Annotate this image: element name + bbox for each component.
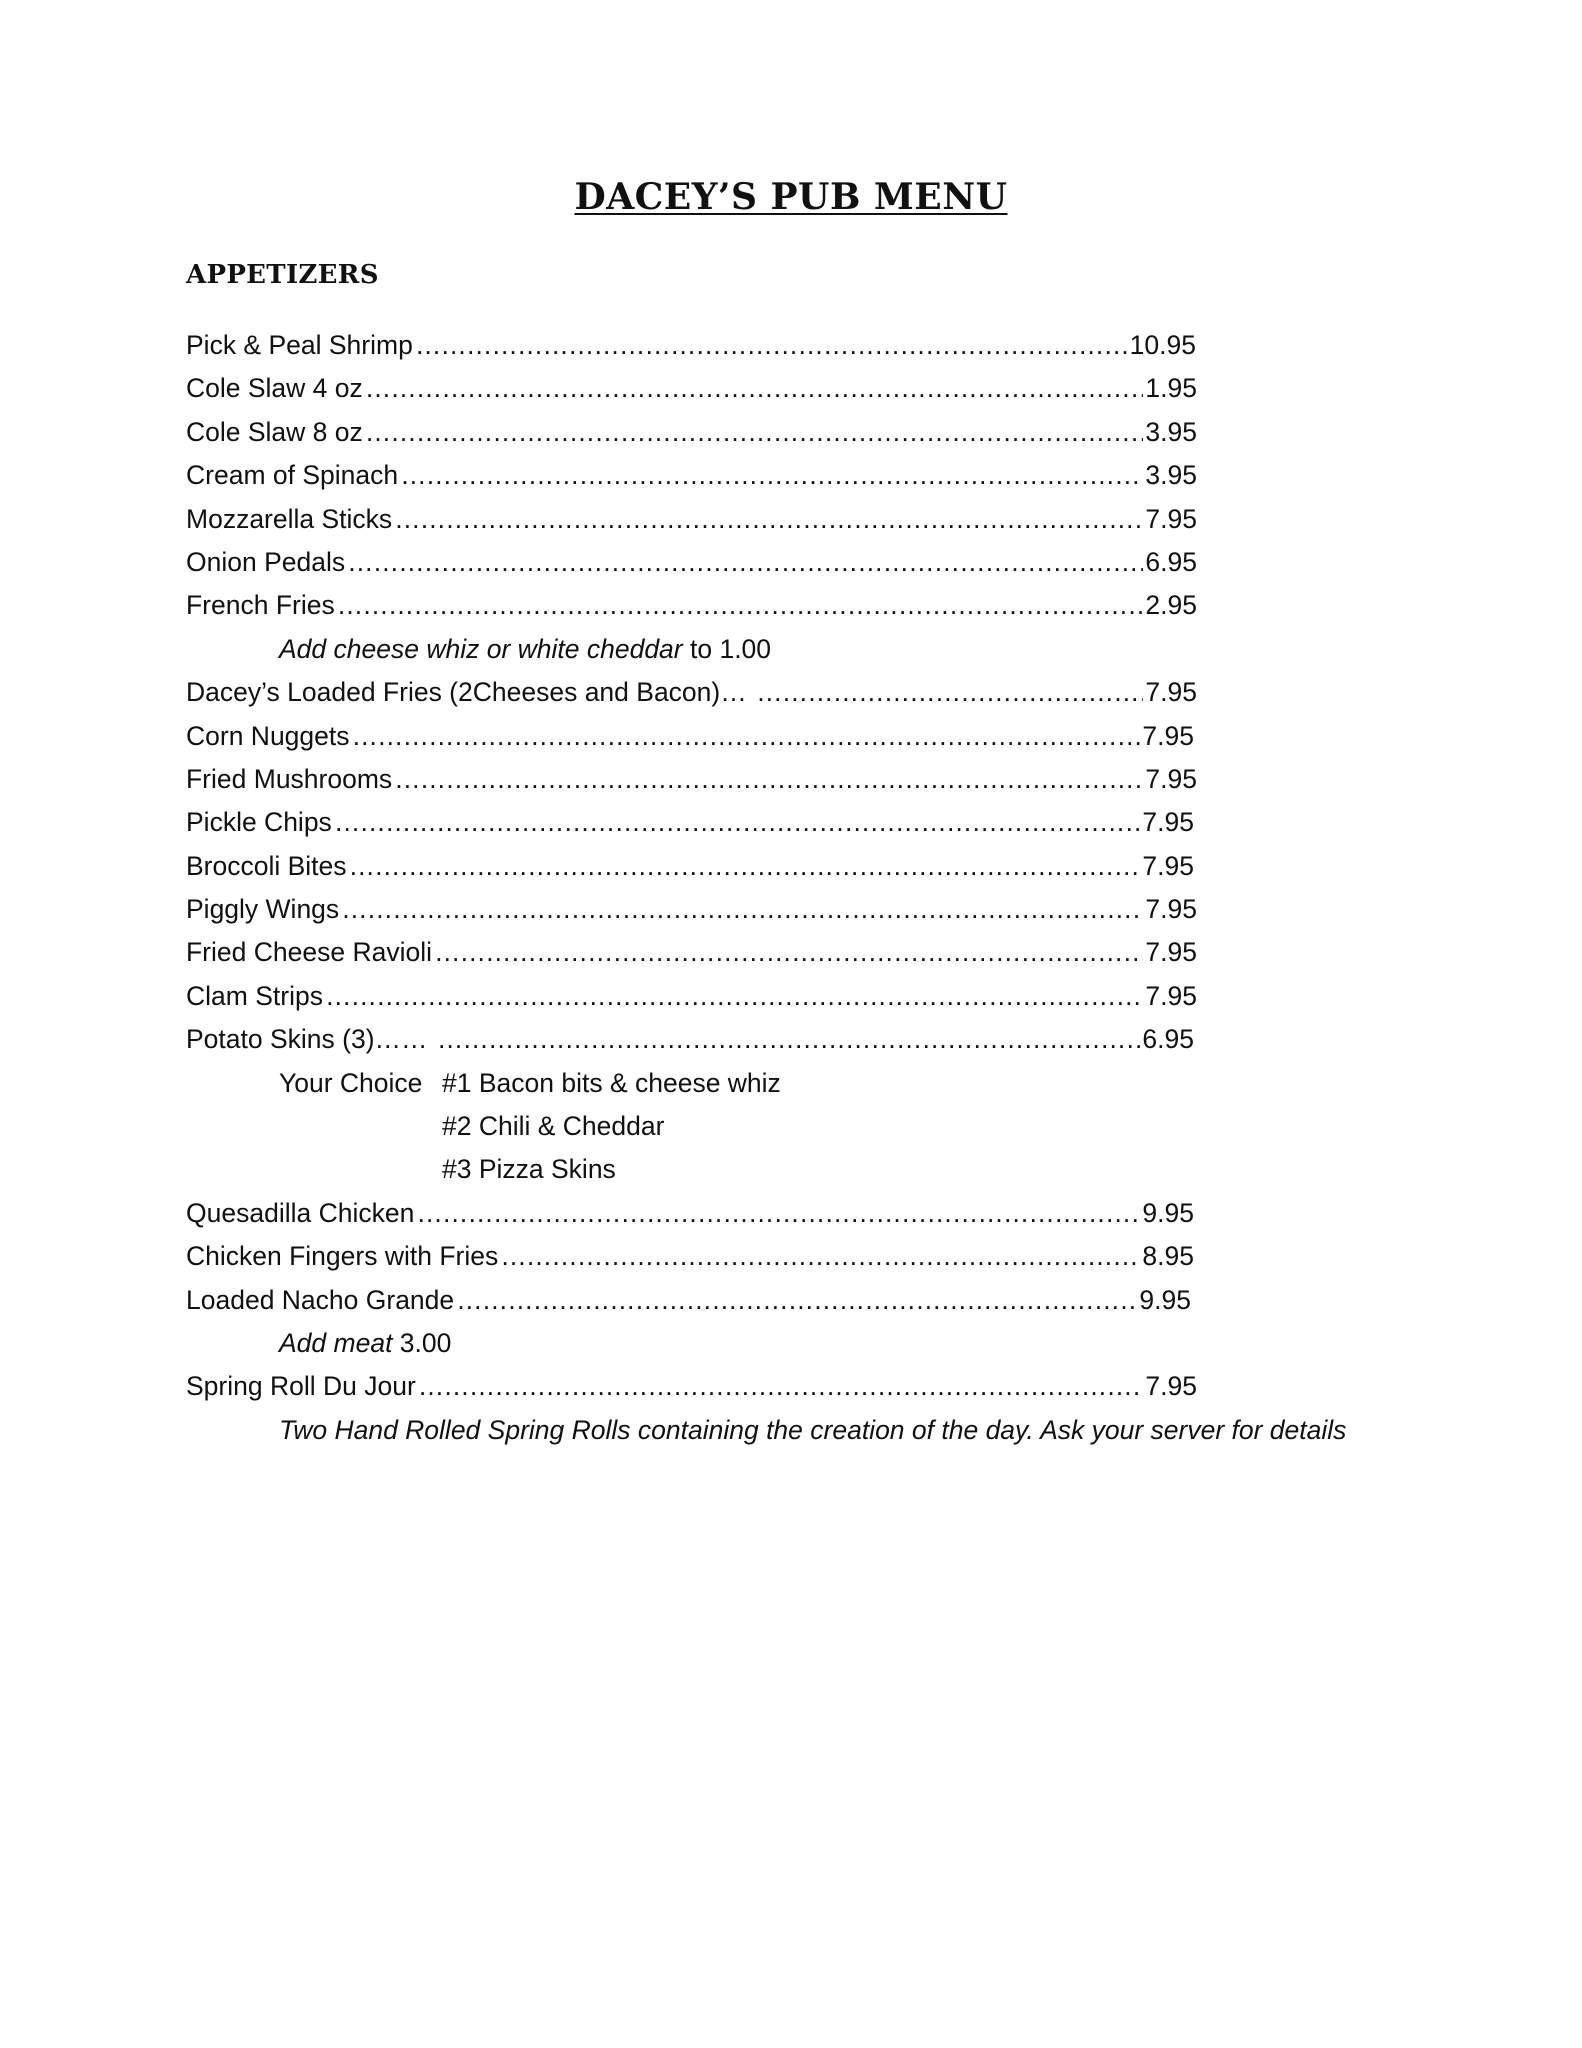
item-name: Clam Strips	[186, 980, 323, 1011]
dot-leader	[415, 324, 1128, 367]
choice-option	[186, 1062, 1366, 1105]
choice-option-1: #1 Bacon bits & cheese whiz	[442, 1067, 781, 1098]
dot-leader	[347, 541, 1143, 584]
item-price: 9.95	[1142, 1197, 1194, 1228]
item-name: Quesadilla Chicken	[186, 1197, 415, 1228]
menu-item	[186, 454, 1197, 497]
item-name: Dacey’s Loaded Fries (2Cheeses and Bacon)…	[186, 677, 755, 708]
item-price: 1.95	[1145, 373, 1197, 404]
item-name: Spring Roll Du Jour	[186, 1371, 416, 1402]
dot-leader	[365, 411, 1144, 454]
item-price: 7.95	[1145, 980, 1197, 1011]
item-name: Cream of Spinach	[186, 460, 399, 491]
dot-leader	[325, 975, 1143, 1018]
dot-leader	[418, 1365, 1144, 1408]
dot-leader	[434, 931, 1143, 974]
item-price: 7.95	[1145, 894, 1197, 925]
item-price: 7.95	[1142, 807, 1194, 838]
menu-item	[186, 975, 1197, 1018]
item-price: 10.95	[1129, 330, 1196, 360]
note-italic: Add cheese whiz or white cheddar	[279, 633, 683, 664]
menu-item	[186, 1365, 1197, 1408]
menu-item	[186, 411, 1197, 454]
dot-leader	[341, 888, 1143, 931]
dot-leader	[500, 1235, 1140, 1278]
item-name: Fried Cheese Ravioli	[186, 937, 432, 968]
note-price: 3.00	[392, 1327, 452, 1358]
item-name: Corn Nuggets	[186, 720, 350, 751]
menu-item	[186, 758, 1197, 801]
dot-leader	[352, 715, 1141, 758]
item-name: Loaded Nacho Grande	[186, 1284, 455, 1315]
item-name: Cole Slaw 8 oz	[186, 416, 363, 447]
dot-leader	[394, 758, 1143, 801]
menu-item	[186, 498, 1197, 541]
menu-item	[186, 845, 1194, 888]
menu-item	[186, 324, 1196, 367]
menu-item	[186, 367, 1197, 410]
dot-leader	[756, 671, 1143, 714]
note-price: to 1.00	[682, 633, 772, 664]
item-name: Broccoli Bites	[186, 850, 347, 881]
item-price: 7.95	[1145, 677, 1197, 708]
item-price: 3.95	[1145, 416, 1197, 447]
item-name: Pick & Peal Shrimp	[186, 330, 413, 360]
menu-item	[186, 931, 1197, 974]
choice-option	[186, 1105, 1366, 1148]
item-price: 7.95	[1145, 503, 1197, 534]
item-price: 8.95	[1142, 1241, 1194, 1272]
dot-leader	[456, 1279, 1137, 1322]
dot-leader	[365, 367, 1144, 410]
dot-leader	[437, 1018, 1141, 1061]
item-name: Pickle Chips	[186, 807, 332, 838]
menu-item	[186, 1192, 1194, 1235]
item-price: 3.95	[1145, 460, 1197, 491]
menu-item	[186, 541, 1197, 584]
item-note	[186, 628, 1366, 671]
menu-item	[186, 888, 1197, 931]
item-price: 7.95	[1142, 850, 1194, 881]
choice-option-2: #2 Chili & Cheddar	[442, 1111, 665, 1142]
item-name: French Fries	[186, 590, 335, 621]
item-price: 7.95	[1145, 937, 1197, 968]
item-name: Potato Skins (3)……	[186, 1024, 435, 1055]
item-price: 6.95	[1142, 1024, 1194, 1055]
item-price: 2.95	[1145, 590, 1197, 621]
menu-item	[186, 1279, 1191, 1322]
menu-title: DACEY’S PUB MENU	[574, 176, 1008, 218]
appetizer-list	[186, 324, 1366, 1452]
menu-item	[186, 671, 1197, 714]
section-heading-appetizers: APPETIZERS	[186, 260, 379, 290]
choice-option	[186, 1148, 1366, 1191]
item-name: Fried Mushrooms	[186, 763, 393, 794]
item-price: 6.95	[1145, 546, 1197, 577]
item-note	[186, 1322, 1366, 1365]
item-price: 7.95	[1145, 763, 1197, 794]
spring-roll-description: Two Hand Rolled Spring Rolls containing the creation of the day. Ask your server for details	[279, 1414, 1347, 1445]
item-name: Onion Pedals	[186, 546, 346, 577]
menu-item	[186, 801, 1194, 844]
choice-option-3: #3 Pizza Skins	[442, 1154, 616, 1185]
item-name: Chicken Fingers with Fries	[186, 1241, 499, 1272]
dot-leader	[349, 845, 1141, 888]
item-price: 7.95	[1142, 720, 1194, 751]
dot-leader	[400, 454, 1143, 497]
item-price: 9.95	[1139, 1284, 1191, 1315]
menu-item	[186, 1235, 1194, 1278]
menu-item	[186, 584, 1197, 627]
dot-leader	[337, 584, 1144, 627]
menu-item	[186, 715, 1194, 758]
item-name: Cole Slaw 4 oz	[186, 373, 363, 404]
note-italic: Add meat	[279, 1327, 393, 1358]
choice-label: Your Choice	[279, 1067, 423, 1098]
dot-leader	[394, 498, 1143, 541]
dot-leader	[416, 1192, 1140, 1235]
dot-leader	[334, 801, 1141, 844]
item-name: Piggly Wings	[186, 894, 340, 925]
item-price: 7.95	[1145, 1371, 1197, 1402]
item-name: Mozzarella Sticks	[186, 503, 393, 534]
menu-item	[186, 1018, 1194, 1061]
